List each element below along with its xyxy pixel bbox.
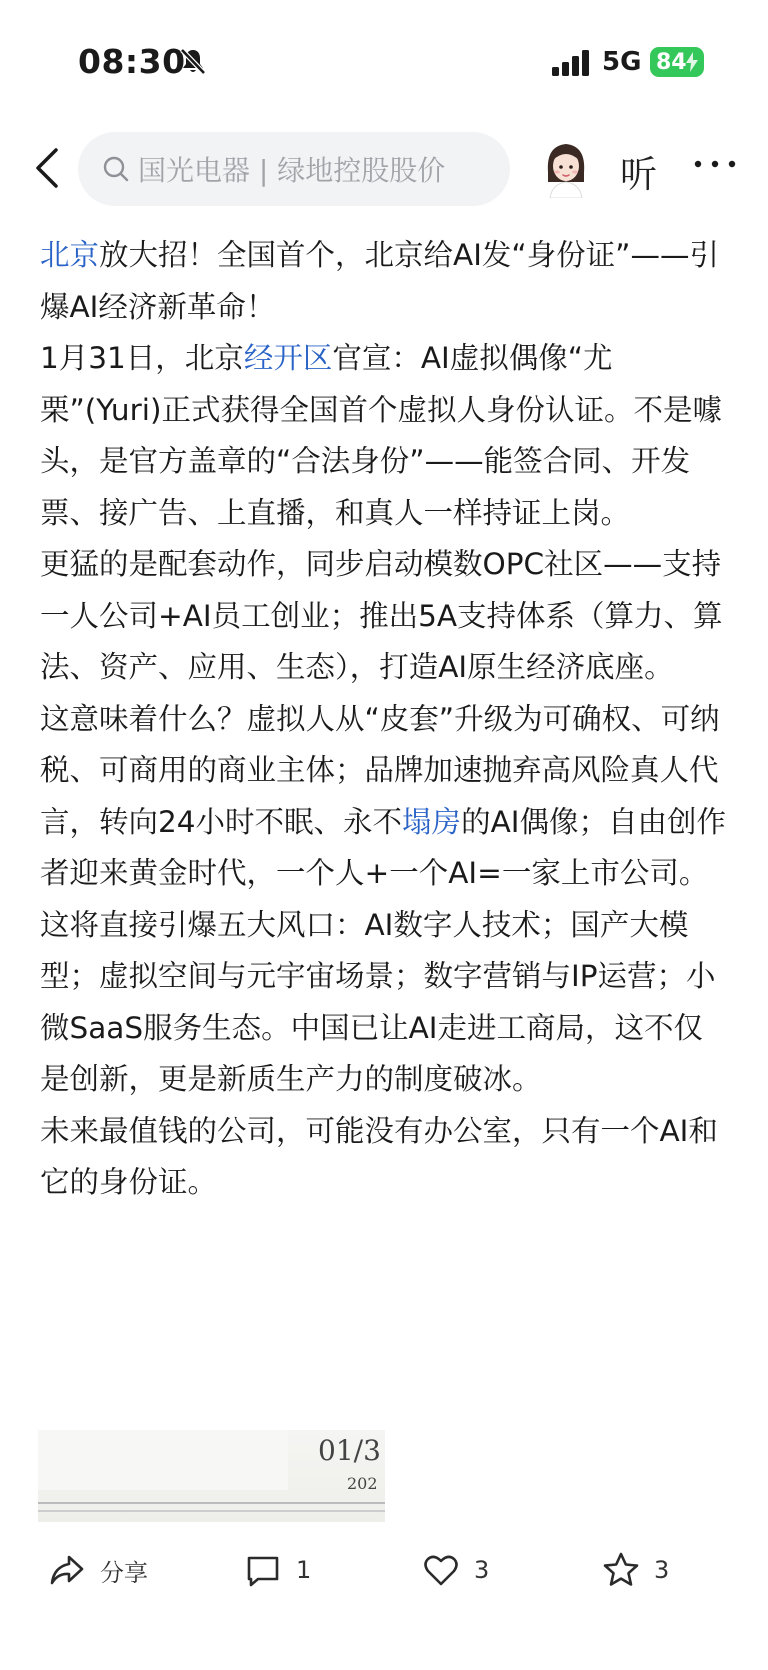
image-date-text: 01/3 (318, 1434, 381, 1467)
paragraph-text: 放大招！全国首个，北京给AI发“身份证”——引爆AI经济新革命！ (40, 238, 719, 324)
mute-bell-icon (178, 46, 208, 76)
article-paragraph (40, 694, 730, 900)
battery-indicator (650, 47, 704, 77)
status-time: 08:30 (78, 42, 186, 81)
share-button[interactable] (48, 1540, 148, 1600)
more-options-icon[interactable] (692, 154, 738, 174)
article-paragraph (40, 230, 730, 333)
action-bar (0, 1540, 768, 1600)
network-type: 5G (602, 47, 642, 77)
status-bar (0, 0, 768, 120)
top-nav (0, 130, 768, 210)
charging-bolt-icon (686, 52, 698, 72)
like-count: 3 (474, 1556, 490, 1584)
image-year-text: 202 (347, 1474, 378, 1493)
comment-icon (244, 1551, 282, 1589)
image-background (38, 1430, 288, 1490)
share-icon (48, 1551, 86, 1589)
image-divider (38, 1510, 385, 1512)
article-paragraph (40, 333, 730, 539)
paragraph-text: 这意味着什么？虚拟人从“皮套”升级为可确权、可纳税、可商用的商业主体；品牌加速抛弃高风险真人代言，转向24小时不眠、永不 (40, 701, 720, 839)
search-bar[interactable] (78, 132, 510, 206)
search-icon (102, 155, 130, 183)
article-image[interactable] (38, 1430, 385, 1522)
paragraph-text: 官宣：AI虚拟偶像“尤栗”(Yuri)正式获得全国首个虚拟人身份认证。不是噱头，是官方盖章的“合法身份”——能签合同、开发票、接广告、上直播，和真人一样持证上岗。 (40, 341, 722, 530)
article-paragraph: 更猛的是配套动作，同步启动模数OPC社区——支持一人公司+AI员工创业；推出5A支持体系（算力、算法、资产、应用、生态），打造AI原生经济底座。 (40, 547, 723, 684)
article-paragraph: 这将直接引爆五大风口：AI数字人技术；国产大模型；虚拟空间与元宇宙场景；数字营销与IP运营；小微SaaS服务生态。中国已让AI走进工商局，这不仅是创新，更是新质生产力的制度破冰。 (40, 907, 716, 1096)
battery-level: 84 (656, 49, 687, 75)
like-button[interactable] (422, 1540, 489, 1600)
article-paragraph: 未来最值钱的公司，可能没有办公室，只有一个AI和它的身份证。 (40, 1113, 718, 1199)
listen-button[interactable]: 听 (620, 153, 657, 196)
search-placeholder: 国光电器 | 绿地控股股价 (138, 154, 446, 187)
back-arrow-icon[interactable] (30, 146, 66, 190)
topic-link-tafang[interactable]: 塌房 (402, 804, 462, 839)
paragraph-text: 的AI偶像；自由创作者迎来黄金时代，一个人+一个AI=一家上市公司。 (40, 804, 726, 890)
star-icon (602, 1551, 640, 1589)
paragraph-text: 1月31日，北京 (40, 341, 244, 375)
comment-button[interactable] (244, 1540, 311, 1600)
comment-count: 1 (296, 1556, 312, 1584)
avatar[interactable] (538, 138, 594, 198)
share-label: 分享 (100, 1558, 148, 1587)
favorite-button[interactable] (602, 1540, 669, 1600)
topic-link-jingkaiqu[interactable]: 经开区 (243, 341, 333, 375)
favorite-count: 3 (654, 1556, 670, 1584)
article-body (40, 230, 730, 1209)
topic-link-beijing[interactable]: 北京 (40, 238, 100, 272)
signal-icon (552, 50, 592, 76)
image-divider (38, 1502, 385, 1504)
heart-icon (422, 1551, 460, 1589)
